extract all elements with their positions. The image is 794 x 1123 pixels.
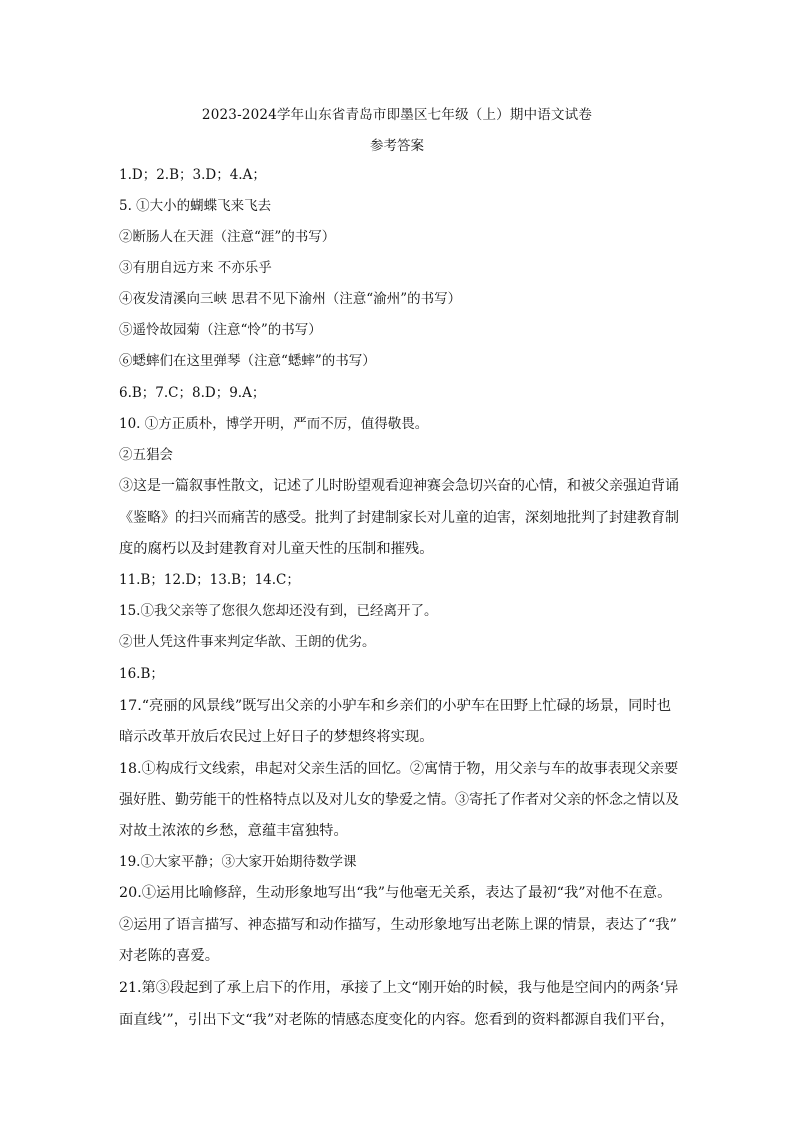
answer-line: 面直线’”，引出下文“我”对老陈的情感态度变化的内容。您看到的资料都源自我们平台， <box>119 1012 675 1028</box>
answer-line: 10. ①方正质朴，博学开明，严而不厉，值得敬畏。 <box>119 416 429 432</box>
answer-line: ④夜发清溪向三峡 思君不见下渝州（注意“渝州”的书写） <box>119 291 462 307</box>
answer-line: 11.B；12.D；13.B；14.C； <box>119 572 300 588</box>
answer-line: 5. ①大小的蝴蝶飞来飞去 <box>119 198 272 214</box>
answer-line: 《鉴略》的扫兴而痛苦的感受。批判了封建制家长对儿童的迫害，深刻地批判了封建教育制 <box>119 510 679 526</box>
answer-line: ②运用了语言描写、神态描写和动作描写，生动形象地写出老陈上课的情景，表达了“我” <box>119 917 677 933</box>
answer-line: 17.“亮丽的风景线”既写出父亲的小驴车和乡亲们的小驴车在田野上忙碌的场景，同时也 <box>119 698 672 714</box>
answer-line: 对故土浓浓的乡愁，意蕴丰富独特。 <box>119 823 348 839</box>
answer-line: ②五猖会 <box>119 447 173 463</box>
answer-line: 18.①构成行文线索，串起对父亲生活的回忆。②寓情于物，用父亲与车的故事表现父亲要 <box>119 761 679 777</box>
answer-line: 21.第③段起到了承上启下的作用，承接了上文“刚开始的时候，我与他是空间内的两条‘异 <box>119 980 679 996</box>
answer-line: ③有朋自远方来 不亦乐乎 <box>119 260 272 276</box>
answer-line: ②断肠人在天涯（注意“涯”的书写） <box>119 229 336 245</box>
document-title: 2023-2024学年山东省青岛市即墨区七年级（上）期中语文试卷 <box>201 107 593 123</box>
answer-line: 强好胜、勤劳能干的性格特点以及对儿女的挚爱之情。③寄托了作者对父亲的怀念之情以及 <box>119 792 679 808</box>
document-subtitle: 参考答案 <box>370 138 424 154</box>
answer-line: 20.①运用比喻修辞，生动形象地写出“我”与他毫无关系，表达了最初“我”对他不在意。 <box>119 885 672 901</box>
answer-line: 16.B； <box>119 666 164 682</box>
answer-line: ⑥蟋蟀们在这里弹琴（注意“蟋蟀”的书写） <box>119 353 376 369</box>
answer-line: 暗示改革开放后农民过上好日子的梦想终将实现。 <box>119 729 434 745</box>
answer-line: ⑤遥怜故园菊（注意“怜”的书写） <box>119 322 322 338</box>
answer-line: 对老陈的喜爱。 <box>119 948 220 964</box>
answer-line: 6.B；7.C；8.D；9.A； <box>119 385 266 401</box>
answer-line: 度的腐朽以及封建教育对儿童天性的压制和摧残。 <box>119 541 434 557</box>
answer-line: 19.①大家平静；③大家开始期待数学课 <box>119 854 357 870</box>
answer-line: 15.①我父亲等了您很久您却还没有到，已经离开了。 <box>119 603 438 619</box>
answer-line: ②世人凭这件事来判定华歆、王朗的优劣。 <box>119 634 376 650</box>
answer-line: ③这是一篇叙事性散文，记述了儿时盼望观看迎神赛会急切兴奋的心情，和被父亲强迫背诵 <box>119 478 679 494</box>
answer-line: 1.D；2.B；3.D；4.A； <box>119 167 266 183</box>
